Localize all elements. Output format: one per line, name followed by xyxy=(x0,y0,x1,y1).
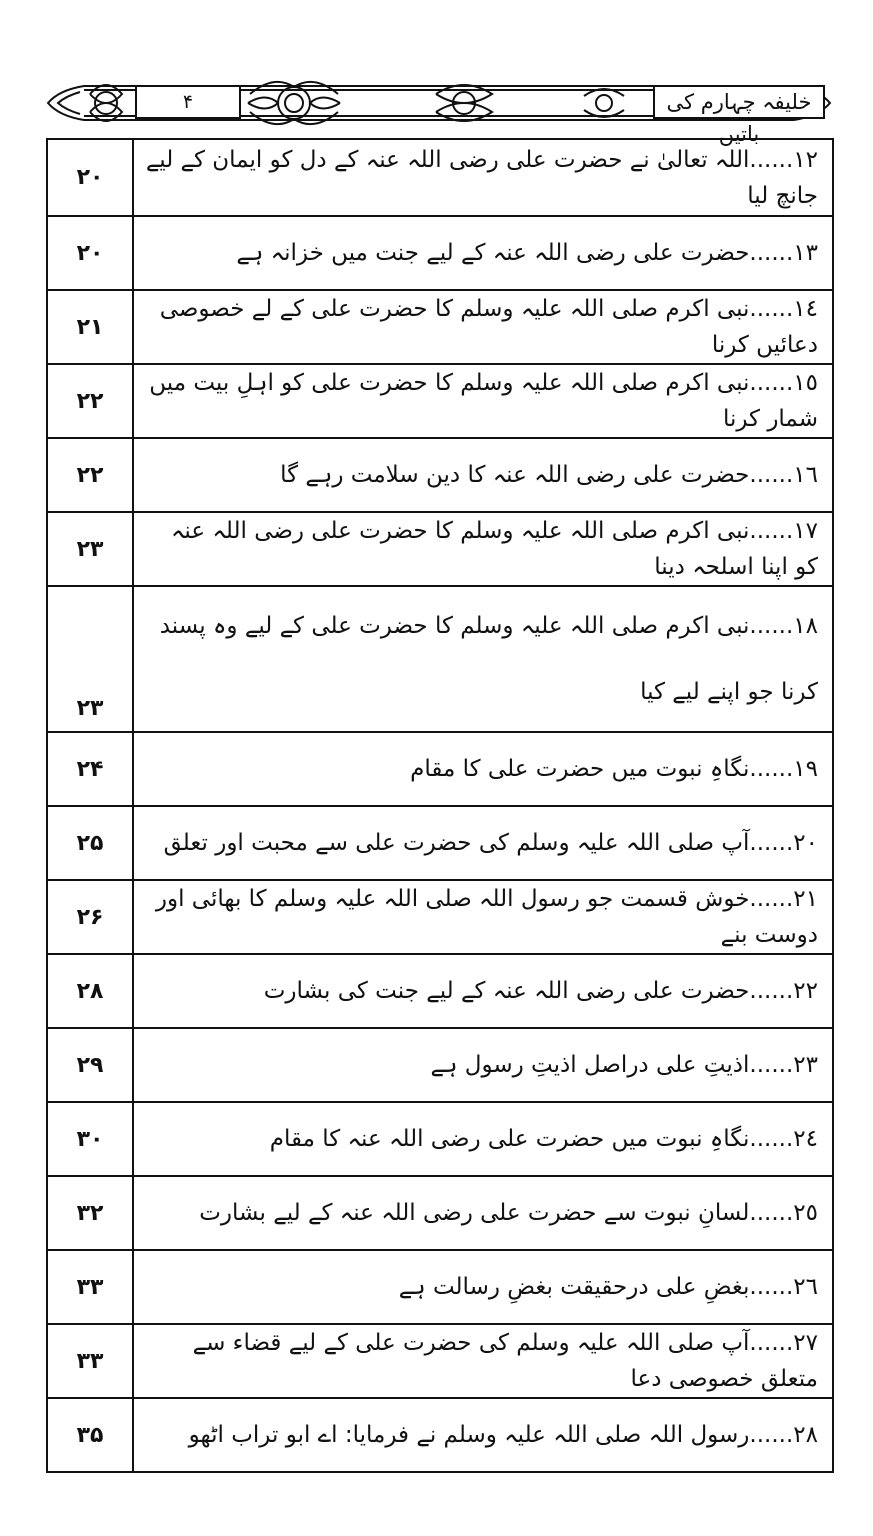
book-title: خلیفہ چہارم کی باتیں xyxy=(666,90,812,146)
toc-page-number: ۳۳ xyxy=(47,1324,133,1398)
toc-entry-title: ١٧......نبی اکرم صلی اللہ علیہ وسلم کا حضرت علی رضی اللہ عنہ کو اپنا اسلحہ دینا xyxy=(133,512,833,586)
toc-entry-title: ٢٤......نگاہِ نبوت میں حضرت علی رضی اللہ عنہ کا مقام xyxy=(133,1102,833,1176)
table-row xyxy=(47,290,833,364)
toc-entry-title: ٢٨......رسول اللہ صلی اللہ علیہ وسلم نے فرمایا: اے ابو تراب اٹھو xyxy=(133,1398,833,1472)
toc-entry-title: ١٥......نبی اکرم صلی اللہ علیہ وسلم کا حضرت علی کو اہلِ بیت میں شمار کرنا xyxy=(133,364,833,438)
toc-page-number: ۲۳ xyxy=(47,586,133,732)
toc-entry-title: ٢٣......اذیتِ علی دراصل اذیتِ رسول ہے xyxy=(133,1028,833,1102)
toc-page-number: ۲۲ xyxy=(47,364,133,438)
toc-entry-title: ٢٥......لسانِ نبوت سے حضرت علی رضی اللہ عنہ کے لیے بشارت xyxy=(133,1176,833,1250)
table-row xyxy=(47,512,833,586)
toc-entry-title: ٢٢......حضرت علی رضی اللہ عنہ کے لیے جنت کی بشارت xyxy=(133,954,833,1028)
table-row xyxy=(47,954,833,1028)
page-number: ۴ xyxy=(182,91,194,113)
table-row xyxy=(47,732,833,806)
table-row xyxy=(47,1324,833,1398)
toc-page-number: ۳۵ xyxy=(47,1398,133,1472)
table-of-contents xyxy=(46,138,834,1473)
toc-entry-title: ١٦......حضرت علی رضی اللہ عنہ کا دین سلامت رہے گا xyxy=(133,438,833,512)
table-row xyxy=(47,586,833,732)
toc-entry-title: ٢٦......بغضِ علی درحقیقت بغضِ رسالت ہے xyxy=(133,1250,833,1324)
toc-page-number: ۲۰ xyxy=(47,216,133,290)
toc-page-number: ۲۹ xyxy=(47,1028,133,1102)
toc-page-number: ۳۲ xyxy=(47,1176,133,1250)
toc-entry-title: ٢٠......آپ صلی اللہ علیہ وسلم کی حضرت علی سے محبت اور تعلق xyxy=(133,806,833,880)
toc-entry-title: ١٣......حضرت علی رضی اللہ عنہ کے لیے جنت میں خزانہ ہے xyxy=(133,216,833,290)
toc-page-number: ۲۵ xyxy=(47,806,133,880)
table-row xyxy=(47,1102,833,1176)
toc-page-number: ۲۸ xyxy=(47,954,133,1028)
toc-page-number: ۲۰ xyxy=(47,139,133,216)
toc-page-number: ۳۳ xyxy=(47,1250,133,1324)
toc-entry-title: ٢١......خوش قسمت جو رسول اللہ صلی اللہ علیہ وسلم کا بھائی اور دوست بنے xyxy=(133,880,833,954)
toc-page-number: ۲۴ xyxy=(47,732,133,806)
toc-page-number: ۲۳ xyxy=(47,512,133,586)
toc-page-number: ۲۶ xyxy=(47,880,133,954)
page-header-ornament xyxy=(44,72,834,146)
table-row xyxy=(47,216,833,290)
toc-entry-title: ١٨......نبی اکرم صلی اللہ علیہ وسلم کا حضرت علی کے لیے وہ پسند کرنا جو اپنے لیے کیا xyxy=(133,586,833,732)
table-row xyxy=(47,364,833,438)
table-row xyxy=(47,1250,833,1324)
table-row xyxy=(47,880,833,954)
toc-entry-title: ١٩......نگاہِ نبوت میں حضرت علی کا مقام xyxy=(133,732,833,806)
toc-entry-title: ١٢......اللہ تعالیٰ نے حضرت علی رضی اللہ عنہ کے دل کو ایمان کے لیے جانچ لیا xyxy=(133,139,833,216)
table-row xyxy=(47,1176,833,1250)
toc-entry-title: ٢٧......آپ صلی اللہ علیہ وسلم کی حضرت علی کے لیے قضاء سے متعلق خصوصی دعا xyxy=(133,1324,833,1398)
toc-page-number: ۳۰ xyxy=(47,1102,133,1176)
table-row xyxy=(47,1028,833,1102)
table-row xyxy=(47,806,833,880)
toc-entry-title: ١٤......نبی اکرم صلی اللہ علیہ وسلم کا حضرت علی کے لے خصوصی دعائیں کرنا xyxy=(133,290,833,364)
table-row xyxy=(47,1398,833,1472)
toc-page-number: ۲۱ xyxy=(47,290,133,364)
toc-page-number: ۲۲ xyxy=(47,438,133,512)
table-row xyxy=(47,438,833,512)
table-row xyxy=(47,139,833,216)
